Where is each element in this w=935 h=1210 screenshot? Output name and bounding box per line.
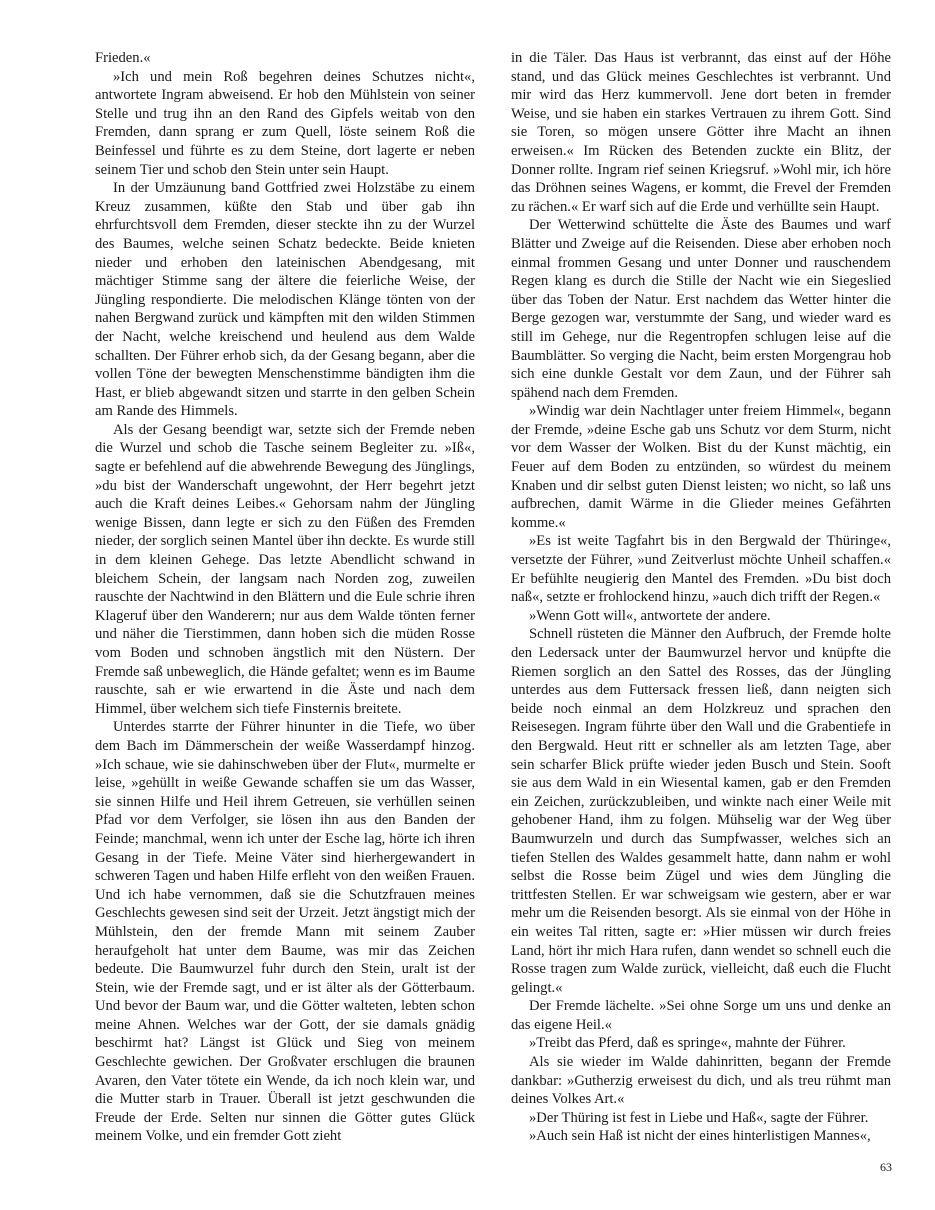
paragraph: in die Täler. Das Haus ist verbrannt, das einst auf der Höhe stand, und das Glück meines Geschlechtes ist verbrannt. Und mir wird das Herz kummervoll. Jene dort beten in fremder Weise, und sie haben ein starkes Vertrauen zu ihrem Gott. Sind sie Toren, so mögen unsere Götter ihre Macht an ihnen erweisen.« Im Rücken des Betenden zuckte ein Blitz, der Donner rollte. Ingram rief seinen Kriegsruf. »Wohl mir, ich höre das Dröhnen seines Wagens, er kommt, die Frevel der Fremden zu rächen.« Er warf sich auf die Erde und verhüllte sein Haupt. bbox=[511, 50, 891, 215]
paragraph: Der Wetterwind schüttelte die Äste des Baumes und warf Blätter und Zweige auf die Reisenden. Diese aber erhoben noch einmal frommen Gesang und unter Donner und rauschendem Regen klang es durch die Stille der Nacht wie ein Siegeslied über das Toben der Natur. Erst nachdem das Wetter hinter die Berge gezogen war, verstummte der Sang, und wieder ward es still im Gehege, nur die Regentropfen schlugen leise auf die Baumblätter. So verging die Nacht, beim ersten Morgengrau hob sich eine dunkle Gestalt vor dem Zaun, und der Führer sah spähend nach dem Fremden. bbox=[511, 217, 891, 401]
paragraph: »Auch sein Haß ist nicht der eines hinterlistigen Mannes«, bbox=[529, 1128, 871, 1145]
paragraph: Frieden.« bbox=[95, 50, 151, 66]
paragraph: Der Fremde lächelte. »Sei ohne Sorge um uns und denke an das eigene Heil.« bbox=[511, 998, 891, 1033]
right-text-column bbox=[511, 49, 891, 1146]
paragraph: Als der Gesang beendigt war, setzte sich der Fremde neben die Wurzel und schob die Tasche seinem Begleiter zu. »Iß«, sagte er befehlend auf die abwehrende Bewegung des Jünglings, »du bist der Wanderschaft ungewohnt, der Herr begehrt jetzt auch die Kraft deines Leibes.« Gehorsam nahm der Jüngling wenige Bissen, dann legte er sich zu den Füßen des Fremden nieder, der sorglich seinen Mantel über ihn deckte. Es wurde still in dem kleinen Gehege. Das letzte Abendlicht schwand in bleichem Schein, der langsam nach Norden zog, zuweilen rauschte der Nachtwind in den Blättern und die Eule schrie ihren Klageruf über den Wanderern; nur aus dem Walde tönten ferner und näher die Tierstimmen, dann hoben sich die müden Rosse vom Boden und schnoben ängstlich mit den Nüstern. Der Fremde saß unbeweglich, die Hände gefaltet; wenn es im Baume rauschte, sah er wie erwartend in die Äste und nach dem Himmel, über welchem sich tiefe Finsternis breitete. bbox=[95, 421, 475, 717]
page-number: 63 bbox=[880, 1160, 892, 1174]
paragraph: In der Umzäunung band Gottfried zwei Holzstäbe zu einem Kreuz zusammen, küßte den Stab und über gab ihn ehrfurchtsvoll dem Fremden, dieser steckte ihn zu der Wurzel des Baumes, welche seinen Schatz bedeckte. Beide knieten nieder und erhoben den lateinischen Abendgesang, mit mächtiger Stimme sang der ältere die feierliche Weise, der Jüngling respondierte. Die melodischen Klänge tönten von der nahen Bergwand zurück und kämpften mit den wilden Stimmen der Nacht, welche kreischend und heulend aus dem Walde schallten. Der Führer erhob sich, da der Gesang begann, aber die vollen Töne der bewegten Menschenstimme bändigten ihm die Hast, er blieb abgewandt sitzen und starrte in den gelben Schein am Rande des Himmels. bbox=[95, 180, 475, 420]
paragraph: »Treibt das Pferd, daß es springe«, mahnte der Führer. bbox=[529, 1035, 846, 1052]
paragraph: Als sie wieder im Walde dahinritten, begann der Fremde dankbar: »Gutherzig erweisest du dich, und als treu rühmt man deines Volkes Art.« bbox=[511, 1054, 891, 1108]
paragraph: »Wenn Gott will«, antwortete der andere. bbox=[529, 607, 771, 624]
paragraph: Schnell rüsteten die Männer den Aufbruch, der Fremde holte den Ledersack unter der Baumwurzel hervor und knüpfte die Riemen sorglich an den Sattel des Rosses, das der Jüngling unterdes aus dem Futtersack fressen ließ, dann neigten sich beide noch einmal an dem Holzkreuz und sprachen den Reisesegen. Ingram führte über den Wall und die Grabentiefe in den Bergwald. Heut ritt er schneller als am letzten Tage, aber sein scharfer Blick prüfte wieder jeden Busch und Stein. Sooft sie aus dem Wald in ein Wiesental kamen, gab er den Fremden ein Zeichen, zurückzubleiben, und winkte nach einer Weile mit gehobener Hand, ihm zu folgen. Mühselig war der Weg über Baumwurzeln und durch das Sumpfwasser, welches sich an tiefen Stellen des Waldes gesammelt hatte, dann nahm er wohl selbst die Rosse beim Zügel und wies dem Jüngling die trittfesten Stellen. Er war schweigsam wie gestern, aber er war mehr um die Reisenden besorgt. Als sie einmal von der Höhe in ein weites Tal ritten, sagte er: »Hier müssen wir durch freies Land, hört ihr mich Hara rufen, dann wendet so schnell euch die Rosse tragen zum Walde zurück, vielleicht, daß euch die Flucht gelingt.« bbox=[511, 626, 891, 996]
paragraph: »Es ist weite Tagfahrt bis in den Bergwald der Thüringe«, versetzte der Führer, »und Zeitverlust möchte Unheil schaffen.« Er befühlte neugierig den Mantel des Fremden. »Du bist doch naß«, setzte er frohlockend hinzu, »auch dich trifft der Regen.« bbox=[511, 533, 891, 606]
paragraph: »Ich und mein Roß begehren deines Schutzes nicht«, antwortete Ingram abweisend. Er hob den Mühlstein von seiner Stelle und trug ihn an den Rand des Gipfels weitab von den Fremden, dann sprang er zum Quell, löste seinem Roß die Beinfessel und führte es zu dem Steine, dort lagerte er neben seinem Tier und schob den Stein unter sein Haupt. bbox=[95, 68, 475, 178]
paragraph: »Windig war dein Nachtlager unter freiem Himmel«, begann der Fremde, »deine Esche gab uns Schutz vor dem Sturm, nicht vor dem Wasser der Wolken. Bist du der Kunst mächtig, ein Feuer auf dem Boden zu entzünden, so würdest du meinem Knaben und dir selbst guten Dienst leisten; wo nicht, so laß uns aufbrechen, damit Wärme in die Glieder meines Gefährten komme.« bbox=[511, 403, 891, 531]
paragraph: »Der Thüring ist fest in Liebe und Haß«, sagte der Führer. bbox=[529, 1109, 869, 1126]
paragraph: Unterdes starrte der Führer hinunter in die Tiefe, wo über dem Bach im Dämmerschein der weiße Wasserdampf hinzog. »Ich schaue, wie sie dahinschweben über der Flut«, murmelte er leise, »gehüllt in weiße Gewande schaffen sie um das Wasser, sie sinnen Hilfe und Heil ihrem Getreuen, sie verhüllen seinen Pfad vor dem Verfolger, sie lösen ihn aus den Banden der Feinde; manchmal, wenn ich unter der Esche lag, hörte ich ihren Gesang in der Tiefe. Meine Väter sind hierhergewandert in schweren Tagen und haben Hilfe erfleht von den weißen Frauen. Und ich habe vernommen, daß sie die Schutzfrauen meines Geschlechts gewesen sind seit der Urzeit. Jetzt ängstigt mich der Mühlstein, den der fremde Mann mit seinem Zauber heraufgeholt hat unter dem Baume, was mir das Zeichen bedeute. Die Baumwurzel fuhr durch den Stein, uralt ist der Stein, wie der Fremde sagt, und er ist älter als der Götterbaum. Und bevor der Baum war, und die Götter walteten, lebten schon meine Ahnen. Welches war der Gott, der sie damals gnädig beschirmt hat? Längst ist Glück und Sieg von meinem Geschlechte gewichen. Der Großvater erschlugen die braunen Avaren, den Vater tötete ein Wende, da ich noch klein war, und die Mutter starb in Trauer. Überall ist jetzt geschwunden die Freude der Erde. Selten nur sinnen die Götter gutes Glück meinem Volke, und ein fremder Gott zieht bbox=[95, 719, 475, 1145]
left-text-column bbox=[95, 49, 475, 1146]
